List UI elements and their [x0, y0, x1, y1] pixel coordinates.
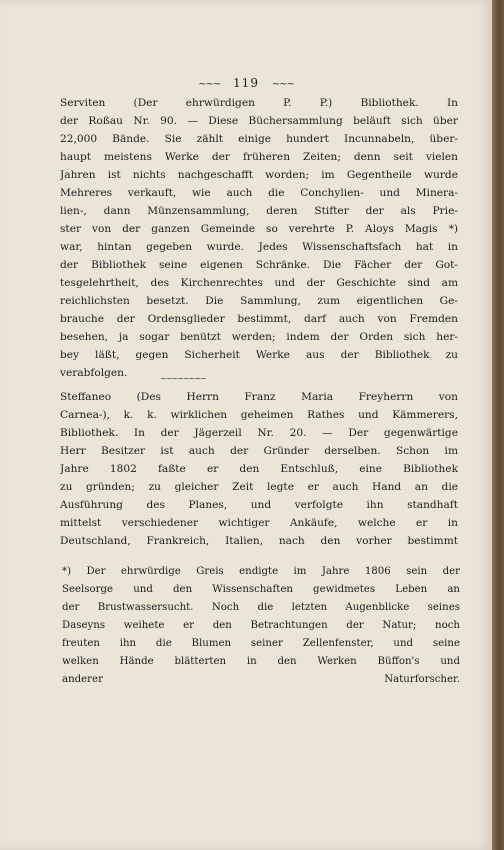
header-ornament-right: ~~~ [271, 79, 294, 90]
text-line: ster von der ganzen Gemeinde so verehrte P. Aloys Magis *) [60, 223, 458, 235]
text-line: Mehreres verkauft, wie auch die Conchylien- und Minera- [60, 187, 458, 199]
footnote-line: anderer Naturforscher. [62, 674, 460, 685]
page-edge [492, 0, 504, 850]
text-line: Jahre 1802 faßte er den Entschluß, eine Bibliothek [60, 463, 458, 475]
text-line: brauche der Ordensglieder bestimmt, darf auch von Fremden [60, 313, 458, 325]
text-line: tesgelehrtheit, des Kirchenrechtes und der Geschichte sind am [60, 277, 458, 289]
text-line: besehen, ja sogar benützt werden; indem der Orden sich her- [60, 331, 458, 343]
text-line: reichlichsten besetzt. Die Sammlung, zum eigentlichen Ge- [60, 295, 458, 307]
text-line: bey läßt, gegen Sicherheit Werke aus der Bibliothek zu [60, 349, 458, 361]
text-line: zu gründen; zu gleicher Zeit legte er auch Hand an die [60, 481, 458, 493]
text-line: Carnea-), k. k. wirklichen geheimen Rathes und Kämmerers, [60, 409, 458, 421]
text-line: Jahren ist nichts nachgeschafft worden; im Gegentheile wurde [60, 169, 458, 181]
footnote-line: welken Hände blätterten in den Werken Büffon's und [62, 656, 460, 667]
footnote-line: Seelsorge und den Wissenschaften gewidmetes Leben an [62, 584, 460, 595]
page-header [0, 76, 492, 90]
text-line: lien-, dann Münzensammlung, deren Stifter der als Prie- [60, 205, 458, 217]
text-line: der Roßau Nr. 90. — Diese Büchersammlung beläuft sich über [60, 115, 458, 127]
text-line: verabfolgen. [60, 367, 128, 379]
page-number: 119 [233, 76, 259, 90]
text-line: Herr Besitzer ist auch der Gründer derselben. Schon im [60, 445, 458, 457]
footnote-line: der Brustwassersucht. Noch die letzten Augenblicke seines [62, 602, 460, 613]
footnote-line: freuten ihn die Blumen seiner Zellenfenster, und seine [62, 638, 460, 649]
text-line: Serviten (Der ehrwürdigen P. P.) Bibliothek. In [60, 97, 458, 109]
section-separator: ~~~~~~~~ [160, 374, 206, 383]
text-line: Bibliothek. In der Jägerzeil Nr. 20. — Der gegenwärtige [60, 427, 458, 439]
footnote-line: *) Der ehrwürdige Greis endigte im Jahre 1806 sein der [62, 566, 460, 577]
text-line: Steffaneo (Des Herrn Franz Maria Freyherrn von [60, 391, 458, 403]
text-line: der Bibliothek seine eigenen Schränke. Die Fächer der Got- [60, 259, 458, 271]
header-ornament-left: ~~~ [198, 79, 221, 90]
text-line: Ausführung des Planes, und verfolgte ihn standhaft [60, 499, 458, 511]
text-line: haupt meistens Werke der früheren Zeiten; denn seit vielen [60, 151, 458, 163]
text-line: mittelst verschiedener wichtiger Ankäufe, welche er in [60, 517, 458, 529]
text-line: war, hintan gegeben wurde. Jedes Wissenschaftsfach hat in [60, 241, 458, 253]
text-line: Deutschland, Frankreich, Italien, nach den vorher bestimmt [60, 535, 458, 547]
footnote-line: Daseyns weihete er den Betrachtungen der Natur; noch [62, 620, 460, 631]
text-line: 22,000 Bände. Sie zählt einige hundert Incunnabeln, über- [60, 133, 458, 145]
